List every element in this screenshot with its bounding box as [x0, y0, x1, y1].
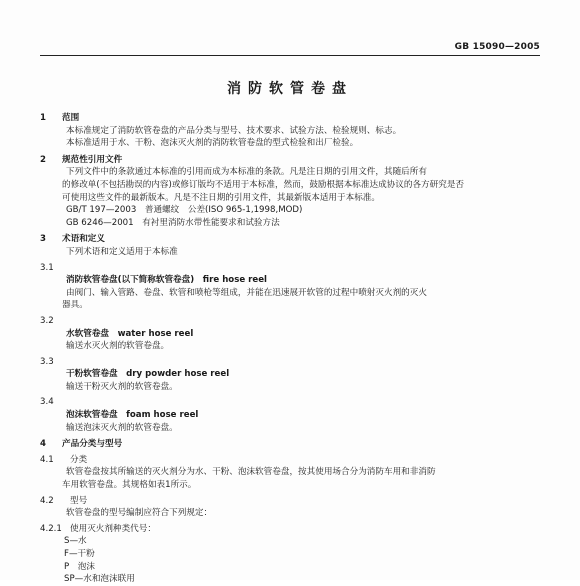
term-definition: 输送水灭火剂的软管卷盘。	[66, 341, 170, 352]
normative-reference: GB 6246—2001 有衬里消防水带性能要求和试验方法	[66, 217, 280, 228]
paragraph-line: 软管卷盘按其所输送的灭火剂分为水、干粉、泡沫软管卷盘，按其使用场合分为消防车用和非消防	[66, 467, 436, 478]
section-title: 规范性引用文件	[62, 154, 123, 165]
section-title: 产品分类与型号	[62, 439, 123, 450]
section-title: 术语和定义	[62, 234, 105, 245]
term-definition: 输送干粉灭火剂的软管卷盘。	[66, 381, 178, 392]
section-2-heading	[40, 154, 540, 167]
term-heading: 消防软管卷盘(以下简称软管卷盘) fire hose reel	[66, 275, 267, 286]
term-definition: 器具。	[62, 300, 88, 311]
paragraph-line: 可使用这些文件的最新版本。凡是不注日期的引用文件，其最新版本适用于本标准。	[62, 192, 380, 203]
standard-code: GB 15090—2005	[454, 42, 540, 52]
section-title: 范围	[62, 113, 80, 123]
paragraph: 下列术语和定义适用于本标准	[66, 246, 178, 257]
section-number: 2	[40, 154, 46, 165]
document-body	[40, 108, 540, 586]
list-item: F—干粉	[64, 549, 95, 559]
term-definition: 输送泡沫灭火剂的软管卷盘。	[66, 422, 178, 433]
paragraph-line: 的修改单(不包括勘误的内容)或修订版均不适用于本标准，然而，鼓励根据本标准达成协议的各方研究是否	[62, 179, 465, 190]
clause-title: 分类	[70, 454, 88, 465]
list-item: P 泡沫	[64, 561, 95, 572]
list-item: SP—水和泡沫联用	[64, 574, 135, 585]
header-rule	[40, 55, 540, 56]
paragraph: 软管卷盘的型号编制应符合下列规定：	[66, 508, 213, 519]
term-heading: 干粉软管卷盘 dry powder hose reel	[66, 369, 230, 380]
section-4-heading	[40, 438, 540, 451]
clause-number: 3.4	[40, 397, 54, 408]
term-heading: 泡沫软管卷盘 foam hose reel	[66, 410, 199, 421]
paragraph-line: 车用软管卷盘。其规格如表1所示。	[62, 480, 197, 491]
clause-4-1-heading: 4.1 分类	[40, 454, 88, 465]
clause-4-2-heading: 4.2 型号	[40, 495, 88, 506]
section-1-heading	[40, 112, 540, 125]
term-definition: 由阀门、输入管路、卷盘、软管和喷枪等组成，并能在迅速展开软管的过程中喷射灭火剂的灭火	[66, 287, 427, 298]
list-item: S—水	[64, 536, 87, 547]
section-number: 3	[40, 234, 46, 245]
clause-number: 3.1	[40, 262, 54, 273]
section-3-heading	[40, 233, 540, 246]
clause-number: 3.3	[40, 356, 54, 367]
paragraph: 本标准适用于水、干粉、泡沫灭火剂的消防软管卷盘的型式检验和出厂检验。	[66, 138, 359, 149]
clause-number: 3.2	[40, 315, 54, 326]
clause-4-2-1-heading: 4.2.1 使用灭火剂种类代号：	[40, 523, 156, 534]
section-number: 1	[40, 113, 46, 123]
paragraph-line: 下列文件中的条款通过本标准的引用而成为本标准的条款。凡是注日期的引用文件，其随后所有	[66, 167, 427, 178]
document-title: 消防软管卷盘	[227, 81, 353, 97]
clause-title: 使用灭火剂种类代号：	[70, 523, 156, 534]
paragraph: 本标准规定了消防软管卷盘的产品分类与型号、技术要求、试验方法、检验规则、标志。	[66, 125, 402, 136]
clause-title: 型号	[70, 495, 88, 506]
section-number: 4	[40, 439, 46, 450]
normative-reference: GB/T 197—2003 普通螺纹 公差(ISO 965-1,1998,MOD)	[66, 205, 303, 216]
term-heading: 水软管卷盘 water hose reel	[66, 328, 194, 339]
